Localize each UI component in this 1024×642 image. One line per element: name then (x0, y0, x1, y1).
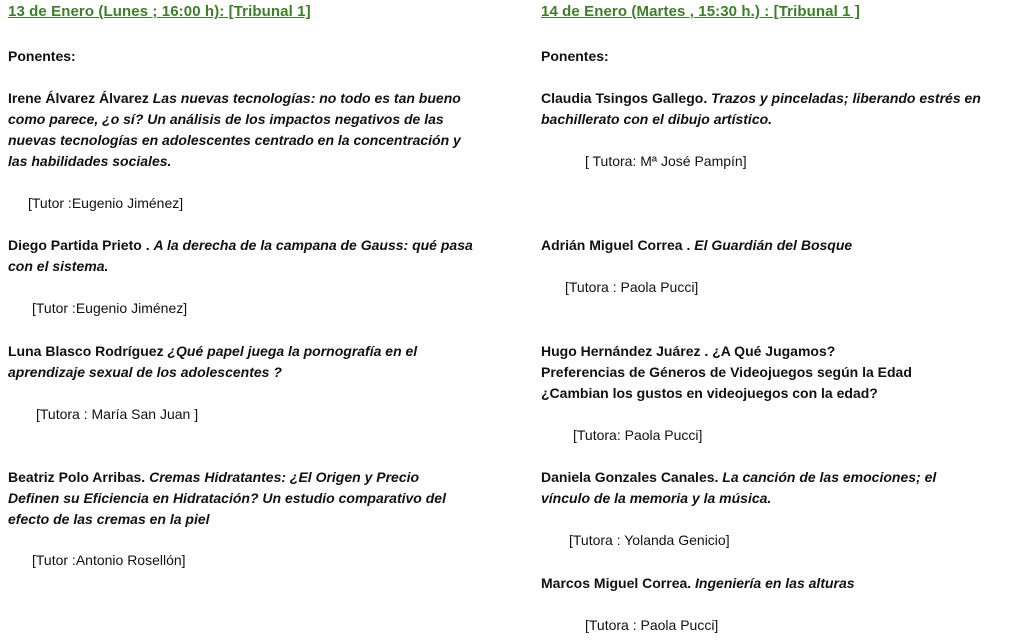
tutor-label: [Tutora: Paola Pucci] (573, 427, 703, 443)
presentation-title: A la derecha de la campana de Gauss: qué pasa con el sistema. (8, 237, 473, 274)
presentation-entry (541, 235, 1001, 256)
tutor-label: [Tutor :Eugenio Jiménez] (32, 300, 188, 316)
presentation-entry (541, 341, 1001, 404)
presentation-title-line: ¿Cambian los gustos en videojuegos con la edad? (541, 385, 878, 401)
presentation-entry (8, 341, 458, 383)
presentation-entry (8, 235, 483, 277)
tutor-label: [Tutor :Antonio Rosellón] (32, 552, 186, 568)
presentation-title: Trazos y pinceladas; liberando estrés en bachillerato con el dibujo artístico. (541, 90, 981, 127)
speaker-name: Daniela Gonzales Canales. (541, 469, 723, 485)
presentation-entry (541, 88, 981, 130)
speaker-name: Luna Blasco Rodríguez (8, 343, 168, 359)
presentation-title: El Guardián del Bosque (694, 237, 853, 253)
tutor-label: [Tutora : Yolanda Genicio] (569, 532, 730, 548)
tutor-label: [Tutora : María San Juan ] (36, 406, 199, 422)
tutor-label: [Tutora : Paola Pucci] (585, 617, 719, 633)
presentation-entry (541, 573, 1001, 594)
speaker-name: Diego Partida Prieto . (8, 237, 154, 253)
tutor-label: [ Tutora: Mª José Pampín] (585, 153, 747, 169)
presentation-title: Cremas Hidratantes: ¿El Origen y Precio Definen su Eficiencia en Hidratación? Un estudio comparativo del efecto de las cremas en la piel (8, 469, 446, 527)
speaker-name: Beatriz Polo Arribas. (8, 469, 150, 485)
presentation-entry (8, 467, 453, 530)
presentation-title-line: Preferencias de Géneros de Videojuegos según la Edad (541, 364, 912, 380)
speaker-name: Irene Álvarez Álvarez (8, 90, 153, 106)
presentation-title: Ingeniería en las alturas (695, 575, 855, 591)
speaker-name: Claudia Tsingos Gallego. (541, 90, 712, 106)
session-header-right: 14 de Enero (Martes , 15:30 h.) : [Tribunal 1 ] (541, 3, 860, 20)
ponentes-label-left: Ponentes: (8, 48, 76, 64)
tutor-label: [Tutor :Eugenio Jiménez] (28, 195, 184, 211)
speaker-name: Marcos Miguel Correa. (541, 575, 696, 591)
ponentes-label-right: Ponentes: (541, 48, 609, 64)
presentation-title: Las nuevas tecnologías: no todo es tan bueno como parece, ¿o sí? Un análisis de los impactos negativos de las nuevas tecnologías en adolescentes centrado en la concentración y las habilidades sociales. (8, 90, 461, 169)
speaker-name: Adrián Miguel Correa . (541, 237, 695, 253)
presentation-entry (541, 467, 971, 509)
tutor-label: [Tutora : Paola Pucci] (565, 279, 699, 295)
speaker-name-and-title: Hugo Hernández Juárez . ¿A Qué Jugamos? (541, 343, 836, 359)
presentation-title: ¿Qué papel juega la pornografía en el aprendizaje sexual de los adolescentes ? (8, 343, 418, 380)
presentation-title: La canción de las emociones; el vínculo de la memoria y la música. (541, 469, 937, 506)
presentation-entry (8, 88, 478, 172)
session-header-left: 13 de Enero (Lunes ; 16:00 h): [Tribunal 1] (8, 3, 311, 20)
